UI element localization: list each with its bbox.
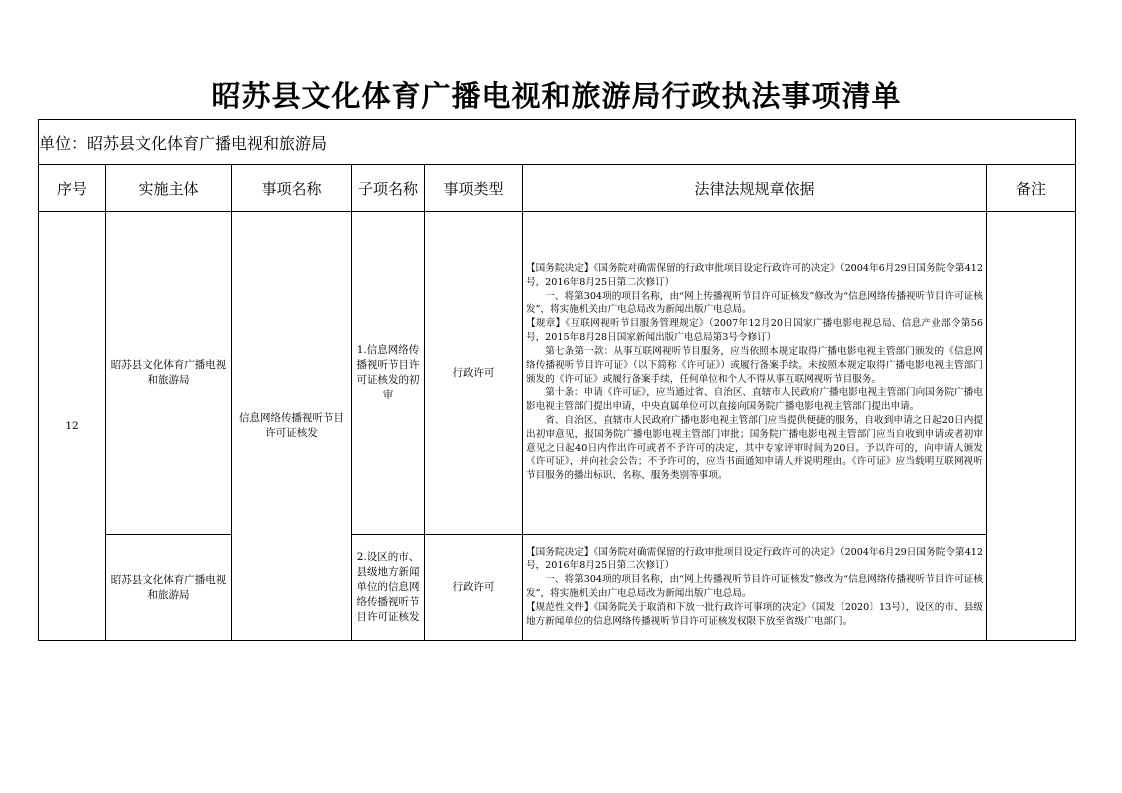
law-paragraph: 【规范性文件】《国务院关于取消和下放一批行政许可事项的决定》（国发〔2020〕13号），设区的市、县级地方新闻单位的信息网络传播视听节目许可证核发权限下放至省级广电部门。 — [526, 601, 983, 627]
header-item: 事项名称 — [232, 165, 352, 212]
law-paragraph: 一、将第304项的项目名称，由“网上传播视听节目许可证核发”修改为“信息网络传播视听节目许可证核发”，将实施机关由广电总局改为新闻出版广电总局。 — [526, 290, 983, 316]
unit-line: 单位：昭苏县文化体育广播电视和旅游局 — [39, 120, 1076, 165]
subitem-name-cell: 1.信息网络传播视听节目许可证核发的初审 — [352, 212, 425, 535]
subitem-name-cell: 2.设区的市、县级地方新闻单位的信息网络传播视听节目许可证核发 — [352, 535, 425, 641]
header-subject: 实施主体 — [106, 165, 232, 212]
item-type-cell: 行政许可 — [425, 535, 523, 641]
law-paragraph: 【国务院决定】《国务院对确需保留的行政审批项目设定行政许可的决定》（2004年6月29日国务院令第412号，2016年8月25日第二次修订） — [526, 263, 983, 288]
subject-cell: 昭苏县文化体育广播电视和旅游局 — [106, 535, 232, 641]
table-row — [39, 535, 1076, 641]
law-basis-cell — [523, 535, 987, 641]
law-paragraph: 一、将第304项的项目名称，由“网上传播视听节目许可证核发”修改为“信息网络传播视听节目许可证核发”，将实施机关由广电总局改为新闻出版广电总局。 — [526, 574, 983, 599]
law-paragraph: 第十条：申请《许可证》，应当通过省、自治区、直辖市人民政府广播电影电视主管部门向国务院广播电影电视主管部门提出申请，中央直属单位可以直接向国务院广播电影电视主管部门提出申请。 — [526, 387, 983, 413]
subject-cell: 昭苏县文化体育广播电视和旅游局 — [106, 212, 232, 535]
item-type-cell: 行政许可 — [425, 212, 523, 535]
header-subitem: 子项名称 — [352, 165, 425, 212]
unit-row — [39, 120, 1076, 165]
header-type: 事项类型 — [425, 165, 523, 212]
law-paragraph: 【国务院决定】《国务院对确需保留的行政审批项目设定行政许可的决定》（2004年6月29日国务院令第412号，2016年8月25日第二次修订） — [526, 546, 983, 572]
table-row — [39, 212, 1076, 535]
seq-cell: 12 — [39, 212, 106, 641]
page-title: 昭苏县文化体育广播电视和旅游局行政执法事项清单 — [211, 79, 902, 113]
header-note: 备注 — [987, 165, 1076, 212]
enforcement-items-table — [38, 119, 1076, 641]
item-name-cell: 信息网络传播视听节目许可证核发 — [232, 212, 352, 641]
header-law: 法律法规规章依据 — [523, 165, 987, 212]
law-basis-cell — [523, 212, 987, 535]
law-paragraph: 省、自治区、直辖市人民政府广播电影电视主管部门应当提供便捷的服务，自收到申请之日起20日内提出初审意见，报国务院广播电影电视主管部门审批；国务院广播电影电视主管部门应当自收到申请或者初审意见之日起40日内作出许可或者不予许可的决定，其中专家评审时间为20日。予以许可的，向申请人颁发《许可证》，并向社会公告；不予许可的，应当书面通知申请人并说明理由。《许可证》应当载明互联网视听节目服务的播出标识、名称、服务类别等事项。 — [526, 414, 983, 482]
table-header-row — [39, 165, 1076, 212]
note-cell — [987, 212, 1076, 641]
law-paragraph: 【规章】《互联网视听节目服务管理规定》（2007年12月20日国家广播电影电视总局、信息产业部令第56号，2015年8月28日国家新闻出版广电总局第3号令修订） — [526, 318, 983, 344]
law-paragraph: 第七条第一款：从事互联网视听节目服务，应当依照本规定取得广播电影电视主管部门颁发的《信息网络传播视听节目许可证》（以下简称《许可证》）或履行备案手续。未按照本规定取得广播电影电视主管部门颁发的《许可证》或履行备案手续，任何单位和个人不得从事互联网视听节目服务。 — [526, 345, 983, 385]
header-seq: 序号 — [39, 165, 106, 212]
